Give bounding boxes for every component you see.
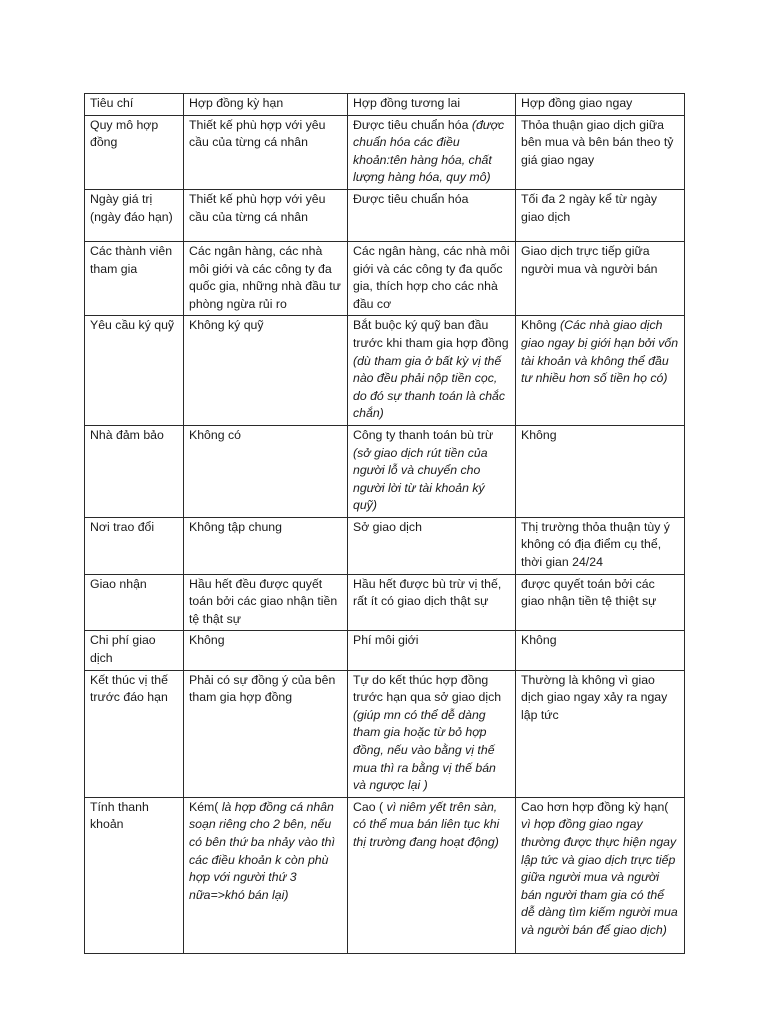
criterion-cell: Chi phí giao dịch: [85, 631, 184, 670]
table-row: [85, 517, 685, 574]
header-cell-futures: Hợp đồng tương lai: [348, 94, 516, 116]
futures-cell: [348, 670, 516, 797]
futures-text: Tự do kết thúc hợp đồng trước hạn qua sở giao dịch: [353, 672, 502, 705]
futures-text: Được tiêu chuẩn hóa: [353, 191, 469, 206]
futures-cell: [348, 316, 516, 426]
header-cell-forward: Hợp đồng kỳ hạn: [184, 94, 348, 116]
spot-text: Giao dịch trực tiếp giữa người mua và người bán: [521, 243, 658, 276]
table-row: [85, 115, 685, 189]
criterion-cell: Các thành viên tham gia: [85, 241, 184, 315]
futures-note: (dù tham gia ở bất kỳ vị thế nào đều phải nộp tiền cọc, do đó sự thanh toán là chắc chắn): [353, 353, 506, 421]
table-row: [85, 797, 685, 953]
table-header-row: [85, 94, 685, 116]
spot-note: vì hợp đồng giao ngay thường được thực hiện ngay lập tức và giao dịch trực tiếp giữa người mua và người bán người tham gia có thể dễ dàng tìm kiếm người mua và người bán để giao dịch): [521, 817, 678, 937]
spot-text: Không: [521, 427, 557, 442]
spot-cell: [516, 425, 685, 517]
spot-cell: [516, 797, 685, 953]
futures-note: (được chuẩn hóa các điều khoản:tên hàng hóa, chất lượng hàng hóa, quy mô): [353, 117, 505, 185]
forward-text: Không: [189, 633, 225, 648]
forward-cell: [184, 797, 348, 953]
criterion-cell: Yêu cầu ký quỹ: [85, 316, 184, 426]
forward-text: Không tập chung: [189, 519, 282, 534]
spot-cell: [516, 189, 685, 241]
spot-cell: [516, 574, 685, 631]
futures-text: Công ty thanh toán bù trừ: [353, 427, 494, 442]
forward-cell: [184, 316, 348, 426]
spot-cell: [516, 670, 685, 797]
futures-note: (giúp mn có thể dễ dàng tham gia hoặc từ bỏ hợp đồng, nếu vào bằng vị thế mua thì ra bằng vị thế bán và ngược lại ): [353, 707, 496, 793]
forward-cell: [184, 574, 348, 631]
futures-text: Sở giao dịch: [353, 519, 422, 534]
spot-cell: [516, 316, 685, 426]
forward-cell: [184, 425, 348, 517]
futures-cell: [348, 241, 516, 315]
futures-cell: [348, 574, 516, 631]
criterion-cell: Nhà đảm bảo: [85, 425, 184, 517]
forward-cell: [184, 241, 348, 315]
table-row: [85, 574, 685, 631]
spot-cell: [516, 517, 685, 574]
forward-text: Thiết kế phù hợp với yêu cầu của từng cá nhân: [189, 191, 326, 224]
spot-text: Cao hơn hợp đồng kỳ hạn(: [521, 799, 669, 814]
futures-text: Được tiêu chuẩn hóa: [353, 117, 469, 132]
futures-cell: [348, 631, 516, 670]
header-cell-criteria: Tiêu chí: [85, 94, 184, 116]
spot-text: được quyết toán bởi các giao nhận tiền tệ thiệt sự: [521, 576, 657, 609]
table-row: [85, 670, 685, 797]
futures-text: Hầu hết được bù trừ vị thế, rất ít có giao dịch thật sự: [353, 576, 502, 609]
forward-text: Thiết kế phù hợp với yêu cầu của từng cá nhân: [189, 117, 326, 150]
forward-text: Kém(: [189, 799, 219, 814]
spot-cell: [516, 115, 685, 189]
forward-cell: [184, 115, 348, 189]
spot-cell: [516, 631, 685, 670]
futures-text: Phí môi giới: [353, 633, 419, 648]
criterion-cell: Ngày giá trị (ngày đáo hạn): [85, 189, 184, 241]
spot-cell: [516, 241, 685, 315]
forward-note: là hợp đồng cá nhân soạn riêng cho 2 bên, nếu có bên thứ ba nhảy vào thì các điều khoản k còn phù hợp với người thứ 3 nữa=>khó bán lại): [189, 799, 335, 902]
futures-note: (sở giao dịch rút tiền của người lỗ và chuyển cho người lời từ tài khoản ký quỹ): [353, 445, 488, 513]
futures-cell: [348, 797, 516, 953]
futures-note: vì niêm yết trên sàn, có thể mua bán liên tục khi thị trường đang hoạt động): [353, 799, 500, 849]
spot-text: Tối đa 2 ngày kể từ ngày giao dịch: [521, 191, 658, 224]
criterion-cell: Quy mô hợp đồng: [85, 115, 184, 189]
forward-text: Không có: [189, 427, 241, 442]
futures-cell: [348, 517, 516, 574]
spot-text: Không: [521, 318, 557, 333]
forward-cell: [184, 631, 348, 670]
table-row: [85, 425, 685, 517]
criterion-cell: Nơi trao đổi: [85, 517, 184, 574]
forward-cell: [184, 189, 348, 241]
futures-text: Các ngân hàng, các nhà môi giới và các công ty đa quốc gia, thích hợp cho các nhà đầu cơ: [353, 243, 510, 311]
spot-text: Thỏa thuận giao dịch giữa bên mua và bên bán theo tỷ giá giao ngay: [521, 117, 674, 167]
table-row: [85, 189, 685, 241]
spot-text: Không: [521, 633, 557, 648]
futures-cell: [348, 115, 516, 189]
futures-text: Cao (: [353, 799, 384, 814]
futures-text: Bắt buộc ký quỹ ban đầu trước khi tham gia hợp đồng: [353, 318, 509, 350]
comparison-table: [84, 93, 685, 954]
futures-cell: [348, 189, 516, 241]
table-row: [85, 241, 685, 315]
forward-cell: [184, 517, 348, 574]
forward-text: Hầu hết đều được quyết toán bởi các giao nhận tiền tệ thật sự: [189, 576, 338, 626]
criterion-cell: Kết thúc vị thế trước đáo hạn: [85, 670, 184, 797]
spot-text: Thị trường thỏa thuận tùy ý không có địa điểm cụ thể, thời gian 24/24: [521, 519, 670, 570]
forward-text: Các ngân hàng, các nhà môi giới và các công ty đa quốc gia, những nhà đầu tư phòng ngừa rủi ro: [189, 243, 341, 311]
criterion-cell: Giao nhận: [85, 574, 184, 631]
futures-cell: [348, 425, 516, 517]
header-cell-spot: Hợp đồng giao ngay: [516, 94, 685, 116]
forward-text: Phải có sự đồng ý của bên tham gia hợp đồng: [189, 672, 336, 705]
table-row: [85, 316, 685, 426]
forward-cell: [184, 670, 348, 797]
spot-note: (Các nhà giao dịch giao ngay bị giới hạn bởi vốn tài khoản và không thể đầu tư nhiều hơn số tiền họ có): [521, 318, 679, 386]
spot-text: Thường là không vì giao dịch giao ngay xảy ra ngay lập tức: [521, 672, 668, 722]
criterion-cell: Tính thanh khoản: [85, 797, 184, 953]
table-row: [85, 631, 685, 670]
forward-text: Không ký quỹ: [189, 318, 264, 333]
